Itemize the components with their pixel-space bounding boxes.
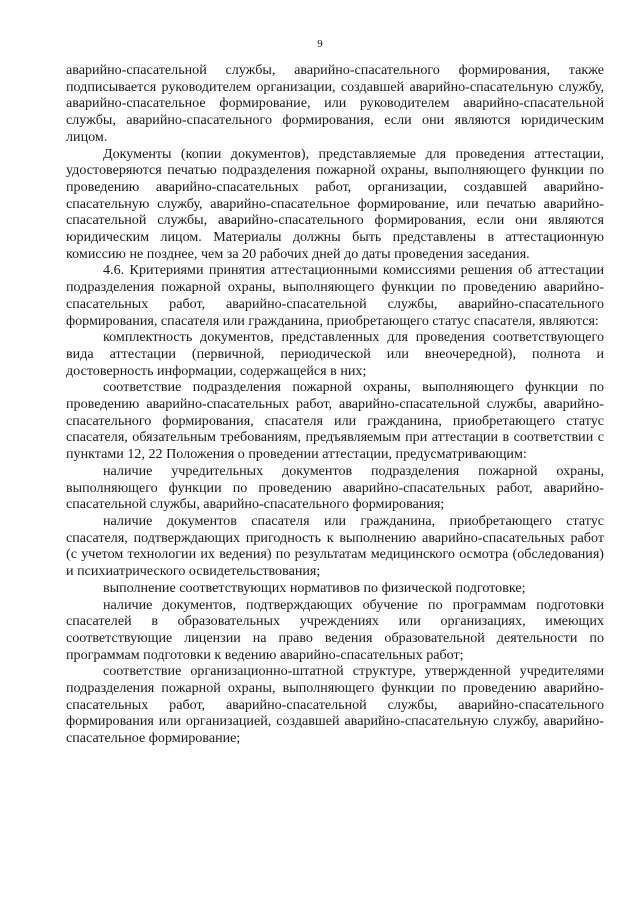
paragraph-completeness: комплектность документов, представленных для проведения соответствующего вида аттестации (первичной, периодической или внеочередной), полнота и достоверность информации, содержащейся в них; <box>66 329 604 379</box>
paragraph-4-6-criteria: 4.6. Критериями принятия аттестационными комиссиями решения об аттестации подразделения пожарной охраны, выполняющего функции по проведению аварийно-спасательных работ, аварийно-спасательной службы, аварийно-спасательного формирования, спасателя или гражданина, приобретающего статус спасателя, являются: <box>66 262 604 329</box>
paragraph-medical-documents: наличие документов спасателя или гражданина, приобретающего статус спасателя, подтверждающих пригодность к выполнению аварийно-спасательных работ (с учетом технологии их ведения) по результатам медицинского осмотра (обследования) и психиатрического освидетельствования; <box>66 512 604 580</box>
paragraph-physical-standards: выполнение соответствующих нормативов по физической подготовке; <box>103 579 526 596</box>
paragraph-1: аварийно-спасательной службы, аварийно-спасательного формирования, также подписывается руководителем организации, создавшей аварийно-спасательную службу, аварийно-спасательное формирование, или руководителем аварийно-спасательной службы, аварийно-спасательного формирования, если они являются юридическим лицом. <box>66 62 604 145</box>
paragraph-training-documents: наличие документов, подтверждающих обучение по программам подготовки спасателей в образовательных учреждениях или организациях, имеющих соответствующие лицензии на право ведения образовательной деятельности по программам подготовки к ведению аварийно-спасательных работ; <box>66 596 604 663</box>
document-body <box>66 62 604 747</box>
page-number: 9 <box>317 38 323 50</box>
paragraph-staff-structure: соответствие организационно-штатной структуре, утвержденной учредителями подразделения пожарной охраны, выполняющего функции по проведению аварийно-спасательных работ, аварийно-спасательной службы, аварийно-спасательного формирования или организацией, создавшей аварийно-спасательную службу, аварийно-спасательное формирование; <box>66 663 604 747</box>
paragraph-2: Документы (копии документов), представляемые для проведения аттестации, удостоверяются печатью подразделения пожарной охраны, выполняющего функции по проведению аварийно-спасательных работ, организации, создавшей аварийно-спасательную службу, аварийно-спасательное формирование, или печатью аварийно-спасательной службы, аварийно-спасательного формирования, если они являются юридическим лицом. Материалы должны быть представлены в аттестационную комиссию не позднее, чем за 20 рабочих дней до даты проведения заседания. <box>66 145 604 262</box>
paragraph-compliance: соответствие подразделения пожарной охраны, выполняющего функции по проведению аварийно-спасательных работ, аварийно-спасательной службы, аварийно-спасательного формирования, спасателя или гражданина, приобретающего статус спасателя, обязательным требованиям, предъявляемым при аттестации в соответствии с пунктами 12, 22 Положения о проведении аттестации, предусматривающим: <box>66 379 604 463</box>
paragraph-founding-documents: наличие учредительных документов подразделения пожарной охраны, выполняющего функции по проведению аварийно-спасательных работ, аварийно-спасательной службы, аварийно-спасательного формирования; <box>66 462 604 513</box>
